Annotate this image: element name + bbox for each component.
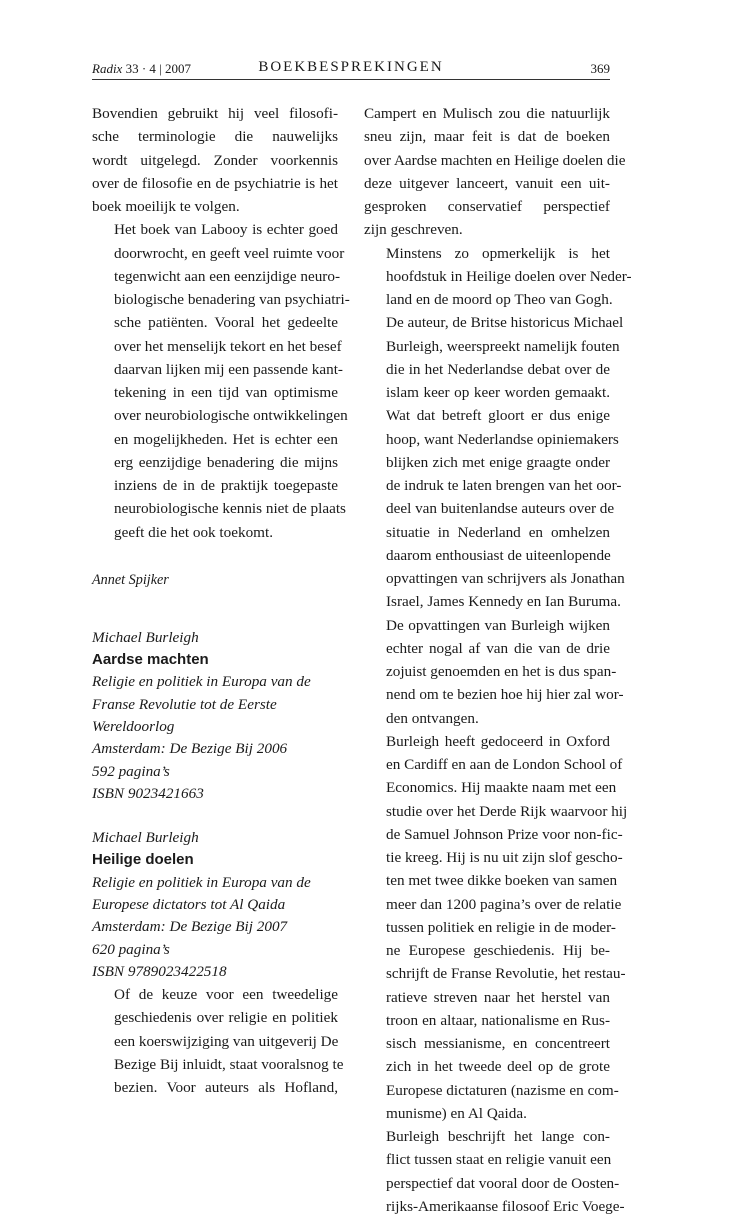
- text-line: studie over het Derde Rijk waarvoor hij: [386, 802, 628, 820]
- text-line: de Samuel Johnson Prize voor non-fic-: [386, 825, 623, 843]
- text-line: sisch messianisme, en concentreert: [386, 1035, 610, 1052]
- book-publisher: Amsterdam: De Bezige Bij 2006: [92, 740, 288, 758]
- text-line: hoofdstuk in Heilige doelen over Neder-: [386, 267, 632, 285]
- book-isbn: ISBN 9789023422518: [92, 962, 227, 980]
- text-line: inziens de in de praktijk toegepaste: [114, 477, 338, 494]
- text-line: die in het Nederlandse debat over de: [386, 360, 610, 378]
- text-line: land en de moord op Theo van Gogh.: [386, 291, 613, 308]
- journal-name: Radix: [92, 61, 123, 76]
- text-line: flict tussen staat en religie vanuit een: [386, 1151, 612, 1169]
- left-paragraph-2: [92, 218, 350, 544]
- text-line: Of de keuze voor een tweedelige: [114, 986, 338, 1004]
- text-line: over Aardse machten en Heilige doelen die: [364, 151, 626, 169]
- right-paragraph-1: [364, 102, 626, 242]
- text-line: over de filosofie en de psychiatrie is het: [92, 174, 338, 192]
- text-line: blijken zich met enige graagte onder: [386, 453, 610, 471]
- text-line: tie kreeg. Hij is nu uit zijn slof gescho-: [386, 849, 623, 866]
- text-line: Het boek van Labooy is echter goed: [114, 221, 338, 239]
- book-subtitle-line: Religie en politiek in Europa van de: [92, 673, 311, 691]
- text-line: wordt uitgelegd. Zonder voorkennis: [92, 151, 338, 169]
- text-line: tussen politiek en religie in de moder-: [386, 918, 616, 936]
- right-paragraph-3: [364, 730, 628, 1125]
- text-line: deze uitgever lanceert, vanuit een uit-: [364, 174, 610, 192]
- book-title: Aardse machten: [92, 651, 209, 669]
- text-line: geeft die het ook toekomt.: [114, 523, 274, 541]
- text-line: perspectief dat vooral door de Oosten-: [386, 1174, 620, 1192]
- text-line: rijks-Amerikaanse filosoof Eric Voege-: [386, 1197, 625, 1215]
- text-line: Campert en Mulisch zou die natuurlijk: [364, 105, 610, 122]
- text-line: De auteur, de Britse historicus Michael: [386, 314, 624, 332]
- text-line: bezien. Voor auteurs als Hofland,: [114, 1079, 338, 1097]
- text-line: opvattingen van schrijvers als Jonathan: [386, 570, 625, 587]
- text-line: sche terminologie die nauwelijks: [92, 128, 338, 146]
- text-line: meer dan 1200 pagina’s over de relatie: [386, 895, 622, 913]
- text-line: nend om te bezien hoe hij hier zal wor-: [386, 686, 624, 704]
- book-isbn: ISBN 9023421663: [92, 784, 204, 802]
- right-column: [364, 102, 632, 1218]
- text-line: geschiedenis over religie en politiek: [114, 1009, 338, 1027]
- book-author: Michael Burleigh: [92, 628, 199, 646]
- text-line: echter nogal af van die van de drie: [386, 639, 610, 657]
- reviewer-signature: Annet Spijker: [92, 571, 169, 588]
- text-line: islam keer op keer worden gemaakt.: [386, 384, 610, 401]
- text-line: deel van buitenlandse auteurs over de: [386, 500, 615, 518]
- text-line: munisme) en Al Qaida.: [386, 1104, 527, 1122]
- left-column: [92, 102, 350, 1099]
- issue-info: 33 · 4 | 2007: [125, 61, 192, 76]
- text-line: den ontvangen.: [386, 709, 479, 727]
- book-subtitle-line: Franse Revolutie tot de Eerste: [92, 695, 277, 713]
- text-line: en Cardiff en aan de London School of: [386, 756, 623, 773]
- text-line: Bezige Bij inluidt, staat vooralsnog te: [114, 1055, 344, 1073]
- text-line: Economics. Hij maakte naam met een: [386, 779, 617, 797]
- running-header: [92, 58, 610, 80]
- header-rule: [92, 79, 610, 80]
- text-line: tegenwicht aan een eenzijdige neuro-: [114, 267, 341, 285]
- book-entry-1: [92, 627, 338, 805]
- right-paragraph-2: [364, 242, 632, 730]
- text-line: zojuist genoemden en het is dus span-: [386, 663, 617, 680]
- text-line: sneu zijn, maar feit is dat de boeken: [364, 128, 610, 146]
- text-line: de indruk te laten brengen van het oor-: [386, 477, 622, 494]
- book-subtitle-line: Religie en politiek in Europa van de: [92, 873, 311, 891]
- text-line: een koerswijziging van uitgeverij De: [114, 1032, 339, 1050]
- text-line: Europese dictaturen (nazisme en com-: [386, 1081, 619, 1099]
- book-title: Heilige doelen: [92, 851, 194, 869]
- page-number: 369: [590, 61, 610, 76]
- text-line: zijn geschreven.: [364, 221, 463, 239]
- text-line: ratieve streven naar het herstel van: [386, 988, 610, 1006]
- text-line: over het menselijk tekort en het besef: [114, 337, 342, 355]
- text-line: erg eenzijdige benadering die mijns: [114, 453, 338, 471]
- text-line: tekening in een tijd van optimisme: [114, 384, 338, 401]
- book-author: Michael Burleigh: [92, 829, 199, 847]
- text-line: schrijft de Franse Revolutie, het restau-: [386, 965, 626, 983]
- text-line: Wat dat betreft gloort er dus enige: [386, 407, 610, 425]
- text-line: Burleigh heeft gedoceerd in Oxford: [386, 732, 610, 750]
- text-line: hoop, want Nederlandse opiniemakers: [386, 430, 619, 448]
- left-paragraph-3: [92, 983, 344, 1099]
- left-paragraph-1: [92, 102, 338, 218]
- text-line: boek moeilijk te volgen.: [92, 198, 240, 215]
- text-line: troon en altaar, nationalisme en Rus-: [386, 1011, 610, 1029]
- text-line: daarvan lijken mij een passende kant-: [114, 360, 343, 378]
- book-subtitle-line: Wereldoorlog: [92, 717, 175, 735]
- text-line: Israel, James Kennedy en Ian Buruma.: [386, 593, 621, 611]
- text-line: over neurobiologische ontwikkelingen: [114, 407, 348, 425]
- text-line: doorwrocht, en geeft veel ruimte voor: [114, 244, 345, 262]
- right-paragraph-4: [364, 1125, 625, 1218]
- text-line: Minstens zo opmerkelijk is het: [386, 244, 610, 262]
- text-line: Burleigh, weerspreekt namelijk fouten: [386, 337, 620, 355]
- book-pages: 620 pagina’s: [92, 940, 170, 958]
- text-line: neurobiologische kennis niet de plaats: [114, 500, 346, 518]
- text-line: De opvattingen van Burleigh wijken: [386, 616, 610, 634]
- text-line: Burleigh beschrijft het lange con-: [386, 1128, 610, 1145]
- text-line: daarom enthousiast de uiteenlopende: [386, 546, 611, 564]
- text-line: sche patiënten. Vooral het gedeelte: [114, 314, 338, 332]
- book-subtitle-line: Europese dictators tot Al Qaida: [92, 896, 286, 914]
- text-line: biologische benadering van psychiatri-: [114, 291, 350, 308]
- text-line: Bovendien gebruikt hij veel filosofi-: [92, 105, 338, 122]
- book-entry-2: [92, 827, 338, 983]
- text-line: ten met twee dikke boeken van samen: [386, 872, 618, 890]
- text-line: en mogelijkheden. Het is echter een: [114, 430, 338, 448]
- book-publisher: Amsterdam: De Bezige Bij 2007: [92, 918, 288, 936]
- text-line: zich in het tweede deel op de grote: [386, 1058, 610, 1076]
- section-title: BOEKBESPREKINGEN: [258, 59, 444, 75]
- book-pages: 592 pagina’s: [92, 762, 170, 780]
- text-line: ne Europese geschiedenis. Hij be-: [386, 942, 610, 959]
- text-line: gesproken conservatief perspectief: [364, 198, 610, 215]
- text-line: situatie in Nederland en omhelzen: [386, 523, 610, 541]
